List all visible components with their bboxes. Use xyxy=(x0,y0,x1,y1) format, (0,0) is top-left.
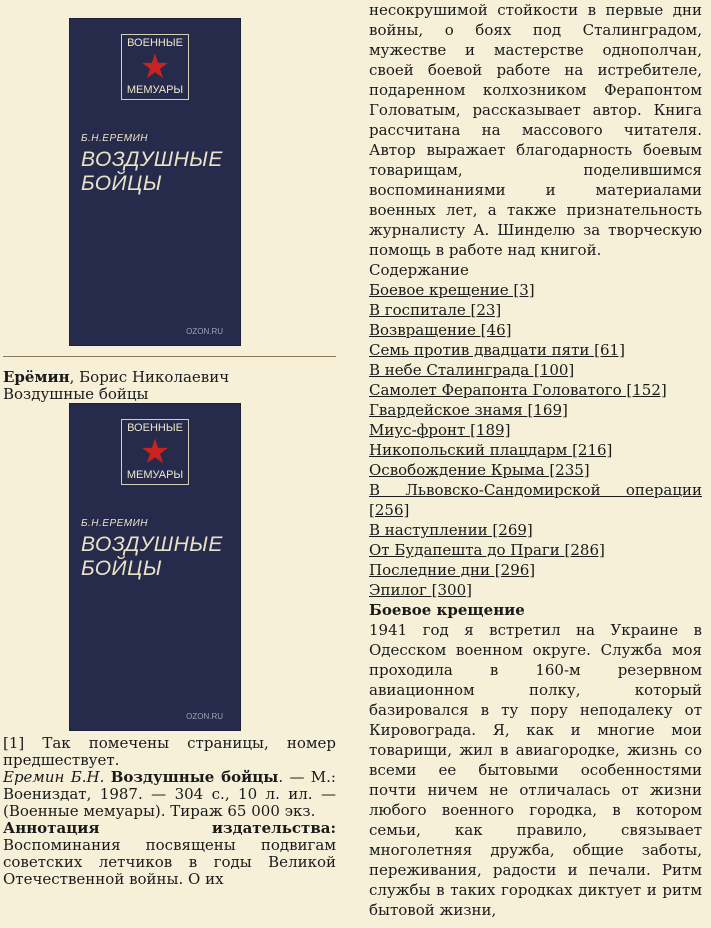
chapter-heading: Боевое крещение xyxy=(369,601,525,619)
right-column xyxy=(369,0,702,920)
toc-link[interactable]: В госпитале [23] xyxy=(369,301,502,319)
annotation-text-continued: несокрушимой стойкости в первые дни войны, о боях под Сталинградом, мужестве и мастерстве однополчан, своей боевой работе на истребителе, подаренном колхозником Ферапонтом Головатым, рассказывает автор. Книга рассчитана на массового читателя. Автор выражает благодарность боевым товарищам, поделившимся воспоминаниями и материалами военных лет, а также признательность журналисту А. Шинделю за творческую помощь в работе над книгой. xyxy=(369,1,702,259)
cover-title-line1: ВОЗДУШНЫЕ xyxy=(81,148,223,171)
badge-bottom-text: МЕМУАРЫ xyxy=(126,84,184,96)
author-name: , Борис Николаевич xyxy=(69,368,230,386)
toc-link[interactable]: Эпилог [300] xyxy=(369,581,472,599)
annotation-label-right: издательства: xyxy=(211,819,336,837)
biblio-details: . — М.: Воениздат, 1987. — 304 с., 10 л. ил. — (Военные мемуары). Тираж 65 000 экз. xyxy=(3,768,336,820)
series-badge xyxy=(121,419,189,485)
cover-author: Б.Н.ЕРЕМИН xyxy=(81,133,149,144)
book-title: Воздушные бойцы xyxy=(3,385,149,403)
toc-link[interactable]: В Львовско-Сандомирской операции [256] xyxy=(369,481,702,519)
badge-top-text: ВОЕННЫЕ xyxy=(127,37,183,49)
chapter-text: 1941 год я встретил на Украине в Одесском военном округе. Служба моя проходила в 160-м резервном авиационном полку, который базировался в ту пору неподалеку от Кировограда. Я, как и многие мои товарищи, жил в авиагородке, жизнь со всеми ее бытовыми особенностями почти ничем не отличалась от жизни любого военного городка, в котором семьи, как правило, связывает многолетняя дружба, общие заботы, переживания, радости и печали. Ритм службы в таких городках диктует и ритм бытовой жизни, xyxy=(369,621,702,919)
book-cover-image xyxy=(69,18,241,346)
cover-title xyxy=(81,533,223,581)
toc-link[interactable]: Семь против двадцати пяти [61] xyxy=(369,341,625,359)
divider xyxy=(3,356,336,357)
toc-link[interactable]: В небе Сталинграда [100] xyxy=(369,361,575,379)
red-star-icon: ★ xyxy=(139,48,171,86)
toc-link[interactable]: Никопольский плацдарм [216] xyxy=(369,441,613,459)
cover-title-line2: БОЙЦЫ xyxy=(81,172,162,195)
cover-watermark: OZON.RU xyxy=(186,712,223,721)
toc-link[interactable]: От Будапешта до Праги [286] xyxy=(369,541,605,559)
toc-link[interactable]: Последние дни [296] xyxy=(369,561,536,579)
toc-link[interactable]: Освобождение Крыма [235] xyxy=(369,461,590,479)
biblio-author: Еремин Б.Н. xyxy=(3,768,105,786)
cover-author: Б.Н.ЕРЕМИН xyxy=(81,518,149,529)
annotation-text-start: Воспоминания посвящены подвигам советских летчиков в годы Великой Отечественной войны. О их xyxy=(3,836,336,888)
author-line xyxy=(3,369,336,386)
cover-watermark: OZON.RU xyxy=(186,327,223,336)
table-of-contents xyxy=(369,280,702,600)
cover-title xyxy=(81,148,223,196)
book-cover-image-2 xyxy=(69,403,241,731)
toc-title: Содержание xyxy=(369,261,469,279)
cover-title-line1: ВОЗДУШНЫЕ xyxy=(81,533,223,556)
toc-link[interactable]: Самолет Ферапонта Головатого [152] xyxy=(369,381,667,399)
cover-title-line2: БОЙЦЫ xyxy=(81,557,162,580)
badge-top-text: ВОЕННЫЕ xyxy=(127,422,183,434)
toc-link[interactable]: В наступлении [269] xyxy=(369,521,533,539)
author-surname: Ерёмин xyxy=(3,368,70,386)
badge-bottom-text: МЕМУАРЫ xyxy=(126,469,184,481)
left-column xyxy=(3,0,336,888)
annotation-label-left: Аннотация xyxy=(3,819,100,837)
toc-link[interactable]: Миус-фронт [189] xyxy=(369,421,511,439)
red-star-icon: ★ xyxy=(139,433,171,471)
toc-link[interactable]: Возвращение [46] xyxy=(369,321,512,339)
toc-link[interactable]: Гвардейское знамя [169] xyxy=(369,401,568,419)
series-badge xyxy=(121,34,189,100)
toc-link[interactable]: Боевое крещение [3] xyxy=(369,281,535,299)
footnote: [1] Так помечены страницы, номер предшествует. xyxy=(3,734,336,769)
biblio-title: Воздушные бойцы xyxy=(110,768,279,786)
annotation-heading xyxy=(3,820,336,837)
bibliographic-record xyxy=(3,769,336,820)
